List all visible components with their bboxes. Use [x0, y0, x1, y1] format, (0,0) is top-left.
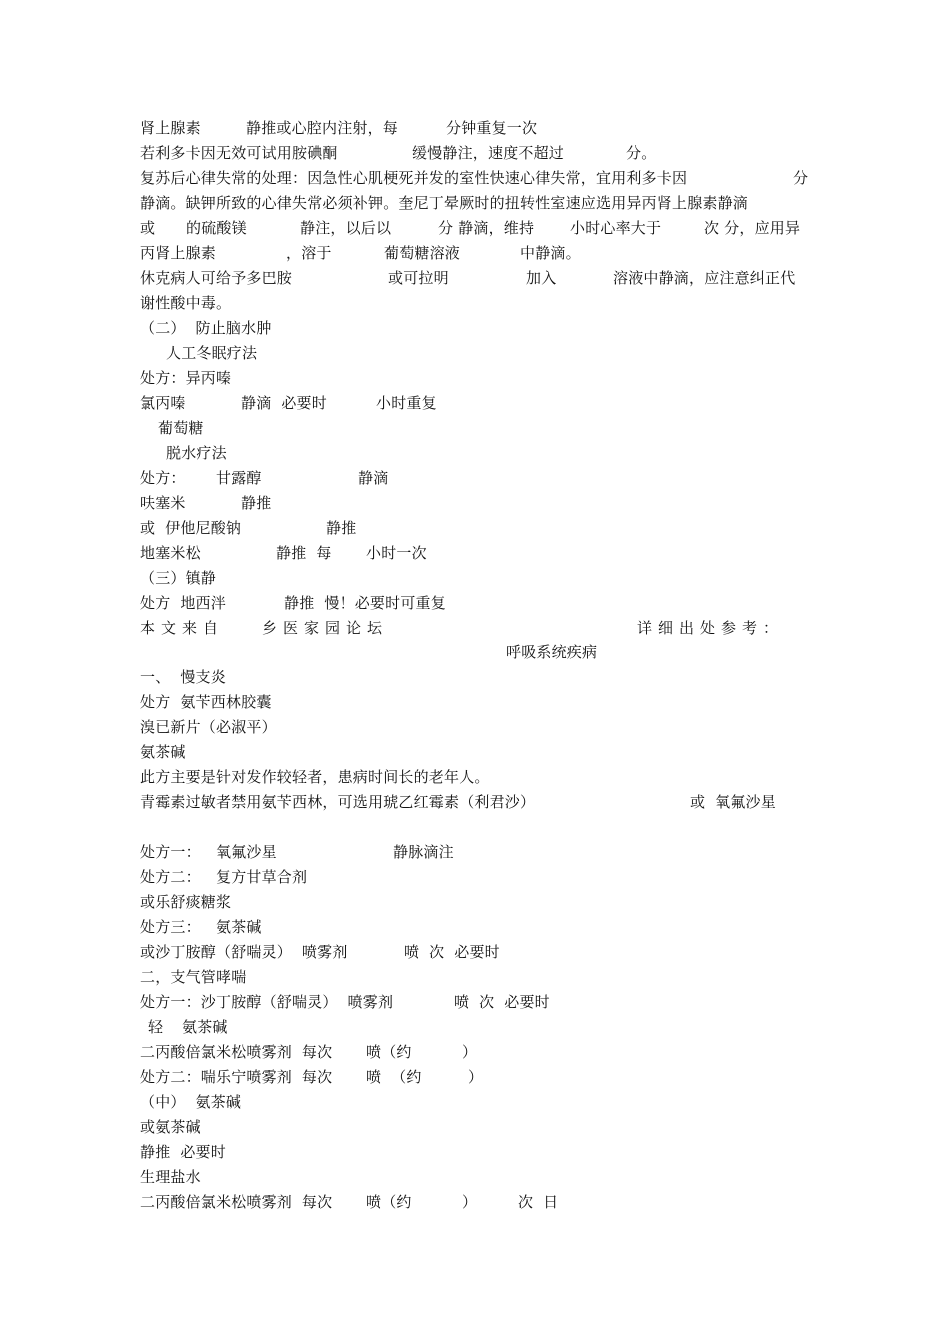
text-segment: ） [462, 1193, 478, 1211]
text-segment: 小时心率大于 [570, 219, 662, 237]
text-segment: 甘露醇 [216, 469, 262, 487]
text-line [0, 1065, 484, 1089]
text-segment: 溶液中静滴，应注意纠正代 [613, 269, 796, 287]
text-segment: 静滴。缺钾所致的心律失常必须补钾。奎尼丁晕厥时的扭转性室速应选用异丙肾上腺素静滴 [140, 194, 749, 212]
text-segment: 静推 每 [276, 544, 332, 562]
text-segment: 小时重复 [376, 394, 437, 412]
text-line [0, 790, 776, 814]
text-line [0, 141, 657, 165]
text-segment: ，溶于 [286, 244, 332, 262]
text-segment: 二丙酸倍氯米松喷雾剂 每次 [140, 1193, 333, 1211]
text-segment: 或 [140, 219, 156, 237]
text-segment: 或氨茶碱 [140, 1118, 201, 1136]
text-segment: 谢性酸中毒。 [140, 294, 232, 312]
text-line [0, 1115, 201, 1139]
text-line [0, 765, 490, 789]
text-line [0, 391, 437, 415]
text-segment: 氨茶碱 [216, 918, 262, 936]
text-line [0, 591, 446, 615]
text-segment: （中） 氨茶碱 [140, 1093, 242, 1111]
text-segment: 分。 [626, 144, 657, 162]
text-segment: 分 静滴，维持 [438, 219, 535, 237]
text-segment: 二，支气管哮喘 [140, 968, 247, 986]
text-line [0, 740, 186, 764]
forum-name: 乡医家园论坛 [262, 619, 389, 637]
text-segment: 的硫酸镁 [186, 219, 247, 237]
text-segment: 地塞米松 [140, 544, 201, 562]
section-heading [0, 566, 217, 590]
text-line [0, 1140, 226, 1164]
text-segment: 处方一： [140, 843, 201, 861]
text-segment: 二丙酸倍氯米松喷雾剂 每次 [140, 1043, 333, 1061]
text-line [0, 266, 796, 290]
text-line [0, 890, 232, 914]
text-segment: 处方一：沙丁胺醇（舒喘灵） 喷雾剂 [140, 993, 394, 1011]
text-line [0, 1015, 228, 1039]
text-segment: 静脉滴注 [393, 843, 454, 861]
text-segment: 加入 [526, 269, 557, 287]
section-heading [0, 665, 226, 689]
text-line [0, 715, 277, 739]
section-title [0, 640, 598, 664]
text-segment: 处方二：喘乐宁喷雾剂 每次 [140, 1068, 333, 1086]
text-line [0, 466, 389, 490]
text-segment: 喷（约 [366, 1043, 412, 1061]
text-segment: 喷（约 [366, 1193, 412, 1211]
text-segment: 青霉素过敏者禁用氨苄西林，可选用琥乙红霉素（利君沙） [140, 793, 536, 811]
text-segment: 喷 次 必要时 [404, 943, 500, 961]
text-segment: 静滴 必要时 [241, 394, 327, 412]
text-segment: 静推 慢！必要时可重复 [284, 594, 446, 612]
text-segment: 氧氟沙星 [216, 843, 277, 861]
text-segment: 或沙丁胺醇（舒喘灵） 喷雾剂 [140, 943, 348, 961]
text-line [0, 1165, 201, 1189]
text-line [0, 516, 357, 540]
text-line [0, 116, 538, 140]
text-segment: 次 分，应用异 [704, 219, 801, 237]
text-segment: 次 日 [518, 1193, 559, 1211]
text-segment: 氨茶碱 [140, 743, 186, 761]
text-line [0, 990, 550, 1014]
text-line [0, 191, 749, 215]
text-segment: 氯丙嗪 [140, 394, 186, 412]
text-line [0, 541, 427, 565]
text-segment: 处方： [140, 469, 186, 487]
text-segment: 一、 慢支炎 [140, 668, 226, 686]
text-line [0, 1090, 242, 1114]
text-line [0, 690, 272, 714]
text-segment: 分 [793, 169, 809, 187]
text-segment: 葡萄糖溶液 [384, 244, 461, 262]
text-segment: 葡萄糖 [158, 419, 204, 437]
text-segment: 小时一次 [366, 544, 427, 562]
text-line [0, 341, 258, 365]
text-segment: 处方：异丙嗪 [140, 369, 232, 387]
text-line [0, 216, 801, 240]
text-line [0, 1040, 478, 1064]
text-segment: 缓慢静注，速度不超过 [412, 144, 565, 162]
text-segment: 复方甘草合剂 [216, 868, 308, 886]
text-segment: 处方三： [140, 918, 201, 936]
source-line [0, 616, 785, 640]
text-segment: 呋塞米 [140, 494, 186, 512]
text-segment: 喷 （约 [366, 1068, 422, 1086]
section-heading [0, 965, 247, 989]
text-segment: 中静滴。 [520, 244, 581, 262]
text-segment: 或 伊他尼酸钠 [140, 519, 242, 537]
text-segment: 肾上腺素 [140, 119, 201, 137]
text-line [0, 441, 227, 465]
text-segment: 详细出处参考： [637, 619, 785, 637]
section-heading [0, 316, 272, 340]
text-segment: 或可拉明 [388, 269, 449, 287]
text-segment: 生理盐水 [140, 1168, 201, 1186]
text-segment: 处方 氨苄西林胶囊 [140, 693, 272, 711]
text-segment: 此方主要是针对发作较轻者，患病时间长的老年人。 [140, 768, 490, 786]
text-segment: 丙肾上腺素 [140, 244, 217, 262]
text-line [0, 840, 454, 864]
text-segment: 分钟重复一次 [446, 119, 538, 137]
text-line [0, 366, 232, 390]
text-segment: 静滴 [358, 469, 389, 487]
text-segment: 静推或心腔内注射，每 [246, 119, 399, 137]
text-segment: 轻 [148, 1018, 164, 1036]
text-segment: 溴已新片（必淑平） [140, 718, 277, 736]
text-line [0, 491, 272, 515]
text-line [0, 166, 809, 190]
text-segment: 静推 [326, 519, 357, 537]
text-segment: 脱水疗法 [166, 444, 227, 462]
text-line [0, 940, 500, 964]
text-segment: 本文来自 [140, 619, 225, 637]
text-line [0, 291, 232, 315]
text-segment: 氨茶碱 [182, 1018, 228, 1036]
text-segment: 处方 地西泮 [140, 594, 226, 612]
text-segment: 或乐舒痰糖浆 [140, 893, 232, 911]
text-segment: （二） 防止脑水肿 [140, 319, 272, 337]
text-line [0, 1190, 559, 1214]
text-segment: 或 氧氟沙星 [690, 793, 776, 811]
text-line [0, 241, 581, 265]
text-line [0, 416, 204, 440]
text-line [0, 865, 308, 889]
text-segment: ） [468, 1068, 484, 1086]
text-line [0, 915, 262, 939]
text-segment: 静注，以后以 [300, 219, 392, 237]
text-segment: 处方二： [140, 868, 201, 886]
text-segment: 人工冬眠疗法 [166, 344, 258, 362]
text-segment: 复苏后心律失常的处理：因急性心肌梗死并发的室性快速心律失常，宜用利多卡因 [140, 169, 688, 187]
text-segment: 喷 次 必要时 [454, 993, 550, 1011]
text-segment: 静推 必要时 [140, 1143, 226, 1161]
text-segment: （三）镇静 [140, 569, 217, 587]
text-segment: 若利多卡因无效可试用胺碘酮 [140, 144, 338, 162]
text-segment: 呼吸系统疾病 [506, 643, 598, 661]
text-segment: 静推 [241, 494, 272, 512]
text-segment: ） [462, 1043, 478, 1061]
text-segment: 休克病人可给予多巴胺 [140, 269, 293, 287]
